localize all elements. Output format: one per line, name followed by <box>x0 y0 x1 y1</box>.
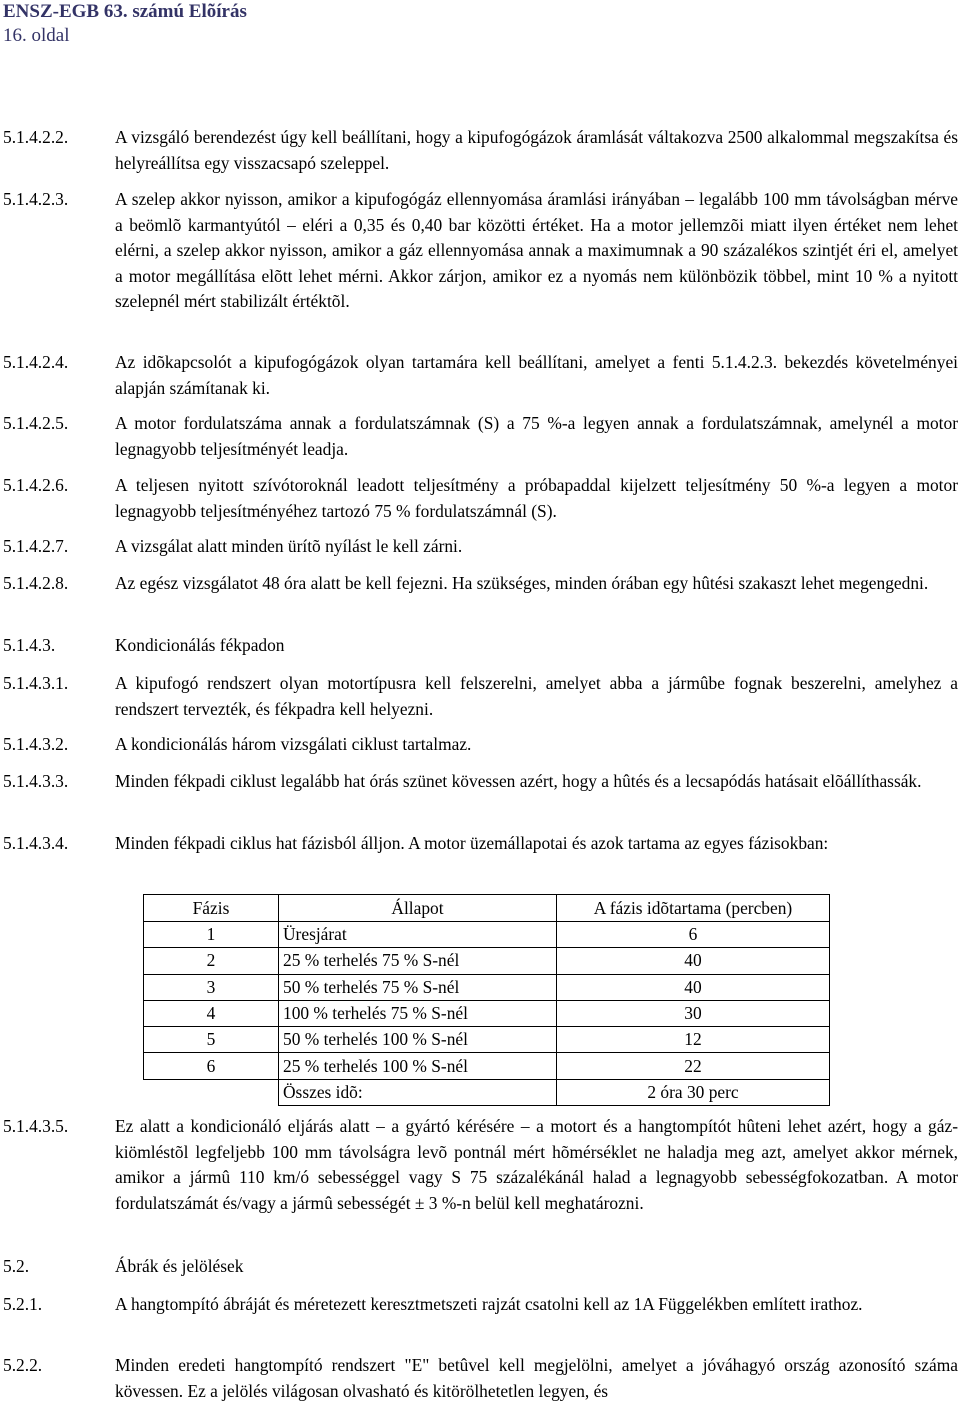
section-number: 5.1.4.2.6. <box>3 475 69 495</box>
duration-cell: 22 <box>557 1053 830 1079</box>
page-header <box>3 0 247 48</box>
section-text: A motor fordulatszáma annak a fordulatszámnak (S) a 75 %-a legyen annak a fordulatszámnak, amelynél a motor legnagyobb teljesítményét leadja. <box>115 413 958 459</box>
table-row <box>144 948 830 974</box>
section-text: Minden fékpadi ciklust legalább hat órás szünet kövessen azért, hogy a hûtés és a lecsapódás hatásait elõállíthassák. <box>115 771 922 791</box>
section-text: A szelep akkor nyisson, amikor a kipufogógáz ellennyomása áramlási irányában – legalább 100 mm távolságban mérve a beömlõ karmantyútól – eléri a 0,35 és 0,40 bar közötti értéket. Ha a motor jellemzõi miatt ilyen értéket nem lehet elérni, a szelep akkor nyisson, amikor a gáz ellennyomása annak a maximumnak a 90 százalékos szintjét éri el, amelyet a motor megállítása elõtt lehet mérni. Akkor zárjon, amikor ez a nyomás nem különbözik többel, mint 10 % a nyitott szelepnél mért stabilizált értéktõl. <box>115 189 958 312</box>
total-label-cell: Összes idõ: <box>279 1079 557 1105</box>
section-heading: Kondicionálás fékpadon <box>115 635 285 655</box>
section-text: Az egész vizsgálatot 48 óra alatt be kell fejezni. Ha szükséges, minden órában egy hûtési szakaszt lehet megengedni. <box>115 573 929 593</box>
section-text: A kipufogó rendszert olyan motortípusra kell felszerelni, amelyet abba a jármûbe fognak beszerelni, amelyhez a rendszert tervezték, és fékpadra kell helyezni. <box>115 673 958 719</box>
state-cell: Üresjárat <box>279 922 557 948</box>
section-text: A teljesen nyitott szívótoroknál leadott teljesítmény a próbapaddal kijelzett teljesítmény 50 %-a legyen a motor legnagyobb teljesítményéhez tartozó 75 % fordulatszámnál (S). <box>115 475 958 521</box>
phase-cell: 6 <box>144 1053 279 1079</box>
phase-cell: 3 <box>144 974 279 1000</box>
state-cell: 50 % terhelés 100 % S-nél <box>279 1027 557 1053</box>
section-number: 5.1.4.3.1. <box>3 673 69 693</box>
section-number: 5.2.1. <box>3 1294 43 1314</box>
section-text: A kondicionálás három vizsgálati ciklust tartalmaz. <box>115 734 472 754</box>
section-text: A vizsgáló berendezést úgy kell beállítani, hogy a kipufogógázok áramlását váltakozva 2500 alkalommal megszakítsa és helyreállítsa egy visszacsapó szeleppel. <box>115 127 958 173</box>
phase-table <box>143 894 830 1106</box>
section-number: 5.1.4.3.3. <box>3 771 69 791</box>
table-row <box>144 974 830 1000</box>
column-header-phase: Fázis <box>144 895 279 922</box>
state-cell: 25 % terhelés 100 % S-nél <box>279 1053 557 1079</box>
duration-cell: 40 <box>557 974 830 1000</box>
phase-cell: 4 <box>144 1000 279 1026</box>
state-cell: 100 % terhelés 75 % S-nél <box>279 1000 557 1026</box>
table-row <box>144 1027 830 1053</box>
document-title: ENSZ-EGB 63. számú Elõírás <box>3 1 247 22</box>
duration-cell: 6 <box>557 922 830 948</box>
phase-cell: 2 <box>144 948 279 974</box>
section-number: 5.1.4.2.5. <box>3 413 69 433</box>
section-number: 5.1.4.2.7. <box>3 536 69 556</box>
section-text: A vizsgálat alatt minden ürítõ nyílást le kell zárni. <box>115 536 463 556</box>
table-row <box>144 1053 830 1079</box>
section-number: 5.1.4.2.4. <box>3 352 69 372</box>
section-number: 5.1.4.3.4. <box>3 833 69 853</box>
section-text: Minden fékpadi ciklus hat fázisból álljon. A motor üzemállapotai és azok tartama az egyes fázisokban: <box>115 833 829 853</box>
phase-cell: 1 <box>144 922 279 948</box>
section-text: Minden eredeti hangtompító rendszert "E" betûvel kell megjelölni, amelyet a jóváhagyó ország azonosító száma kövessen. Ez a jelölés világosan olvasható és kitörölhetetlen legyen, és <box>115 1355 958 1401</box>
duration-cell: 40 <box>557 948 830 974</box>
section-number: 5.1.4.2.2. <box>3 127 69 147</box>
section-number: 5.1.4.2.3. <box>3 189 69 209</box>
column-header-duration: A fázis idõtartama (percben) <box>557 895 830 922</box>
state-cell: 50 % terhelés 75 % S-nél <box>279 974 557 1000</box>
page-number: 16. oldal <box>3 25 70 46</box>
section-number: 5.2. <box>3 1256 30 1276</box>
section-text: A hangtompító ábráját és méretezett keresztmetszeti rajzát csatolni kell az 1A Függelékben említett irathoz. <box>115 1294 863 1314</box>
table-total-row <box>144 1079 830 1105</box>
section-heading: Ábrák és jelölések <box>115 1256 244 1276</box>
table-row <box>144 922 830 948</box>
table-header-row <box>144 895 830 922</box>
duration-cell: 12 <box>557 1027 830 1053</box>
total-value-cell: 2 óra 30 perc <box>557 1079 830 1105</box>
table-row <box>144 1000 830 1026</box>
section-number: 5.1.4.3.2. <box>3 734 69 754</box>
empty-cell <box>144 1079 279 1105</box>
section-text: Ez alatt a kondicionáló eljárás alatt – a gyártó kérésére – a motort és a hangtompítót hûteni lehet azért, hogy a gáz-kiömléstõl legfeljebb 100 mm távolságra levõ pontnál mért hõmérséklet ne haladja meg azt, amelyet akkor mérnek, amikor a jármû 110 km/ó sebességgel vagy S 75 százalékánál halad a legnagyobb sebességfokozatban. A motor fordulatszámát és/vagy a jármû sebességét ± 3 %-n belül kell meghatározni. <box>115 1116 958 1213</box>
state-cell: 25 % terhelés 75 % S-nél <box>279 948 557 974</box>
section-number: 5.2.2. <box>3 1355 43 1375</box>
section-text: Az idõkapcsolót a kipufogógázok olyan tartamára kell beállítani, amelyet a fenti 5.1.4.2.3. bekezdés követelményei alapján számítanak ki. <box>115 352 958 398</box>
section-number: 5.1.4.3. <box>3 635 56 655</box>
section-number: 5.1.4.3.5. <box>3 1116 69 1136</box>
duration-cell: 30 <box>557 1000 830 1026</box>
section-number: 5.1.4.2.8. <box>3 573 69 593</box>
column-header-state: Állapot <box>279 895 557 922</box>
phase-cell: 5 <box>144 1027 279 1053</box>
